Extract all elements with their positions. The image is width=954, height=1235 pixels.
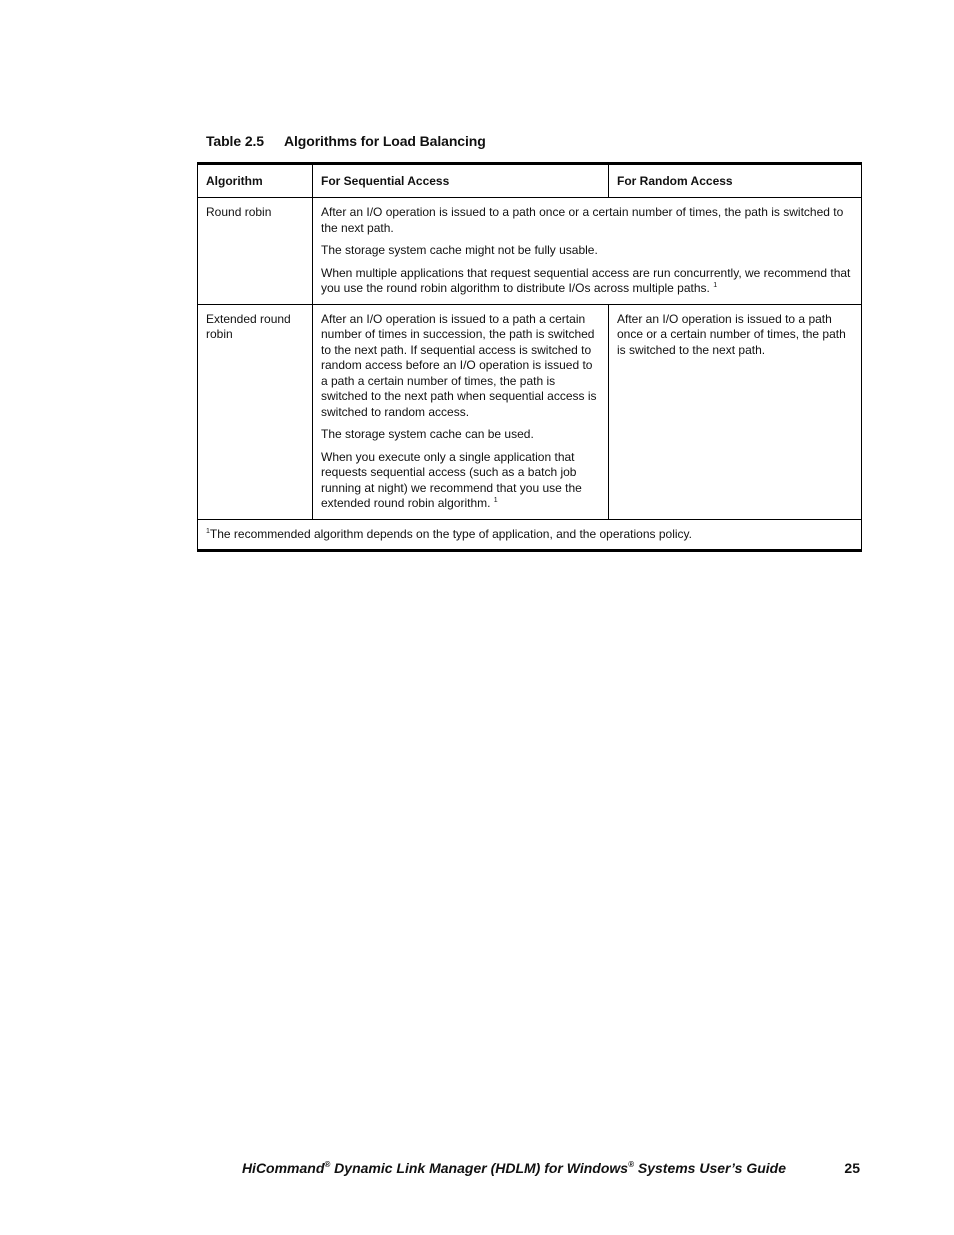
table-row-extended-round-robin — [198, 304, 862, 519]
table-row-round-robin — [198, 198, 862, 305]
footer-title-end: Systems User’s Guide — [633, 1160, 786, 1176]
load-balancing-table — [197, 162, 862, 552]
footer-reg-mark-2: ® — [628, 1160, 634, 1169]
footnote-mark: 1 — [206, 527, 210, 535]
page-footer — [0, 1160, 954, 1180]
ext-seq-p1: After an I/O operation is issued to a path a certain number of times in succession, the path is switched to the next path. If sequential access is switched to random access before an I/O operation is issued to a path a certain number of times, the path is switched to the next path when sequential access is switched to random access. — [321, 311, 597, 419]
footer-reg-mark: ® — [324, 1160, 331, 1169]
guide-title — [242, 1160, 786, 1176]
table-footnote — [198, 519, 862, 551]
table-footnote-row — [198, 519, 862, 551]
header-sequential: For Sequential Access — [313, 164, 609, 198]
round-robin-p3 — [321, 266, 853, 297]
ext-seq-p3 — [321, 450, 600, 512]
footer-title-middle: Dynamic Link Manager (HDLM) for Windows — [330, 1160, 629, 1176]
ext-seq-p2: The storage system cache can be used. — [321, 427, 534, 441]
cell-extended-sequential — [313, 304, 609, 519]
footnote-text: The recommended algorithm depends on the type of application, and the operations policy. — [209, 526, 692, 541]
header-row — [198, 164, 862, 198]
table-title: Algorithms for Load Balancing — [284, 133, 486, 149]
round-robin-p1: After an I/O operation is issued to a path once or a certain number of times, the path is switched to the next path. — [321, 205, 844, 235]
header-algorithm: Algorithm — [198, 164, 313, 198]
footnote-ref: 1 — [713, 282, 718, 289]
ext-seq-p3-text: When you execute only a single application that requests sequential access (such as a batch job running at night) we recommend that you use the extended round robin algorithm. — [321, 449, 582, 510]
footnote-ref: 1 — [493, 497, 498, 504]
cell-algorithm-round-robin: Round robin — [198, 198, 313, 305]
ext-rand-p1: After an I/O operation is issued to a path once or a certain number of times, the path is switched to the next path. — [617, 311, 846, 357]
cell-algorithm-extended-round-robin: Extended round robin — [198, 304, 313, 519]
table-caption — [206, 133, 486, 149]
page-number: 25 — [844, 1160, 860, 1176]
cell-extended-random — [609, 304, 862, 519]
round-robin-p2: The storage system cache might not be fully usable. — [321, 243, 598, 257]
cell-round-robin-description — [313, 198, 862, 305]
table-number: Table 2.5 — [206, 133, 264, 149]
footer-brand: HiCommand — [241, 1160, 325, 1176]
header-random: For Random Access — [609, 164, 862, 198]
round-robin-p3-text: When multiple applications that request sequential access are run concurrently, we recommend that you use the round robin algorithm to distribute I/Os across multiple paths. — [321, 265, 851, 295]
